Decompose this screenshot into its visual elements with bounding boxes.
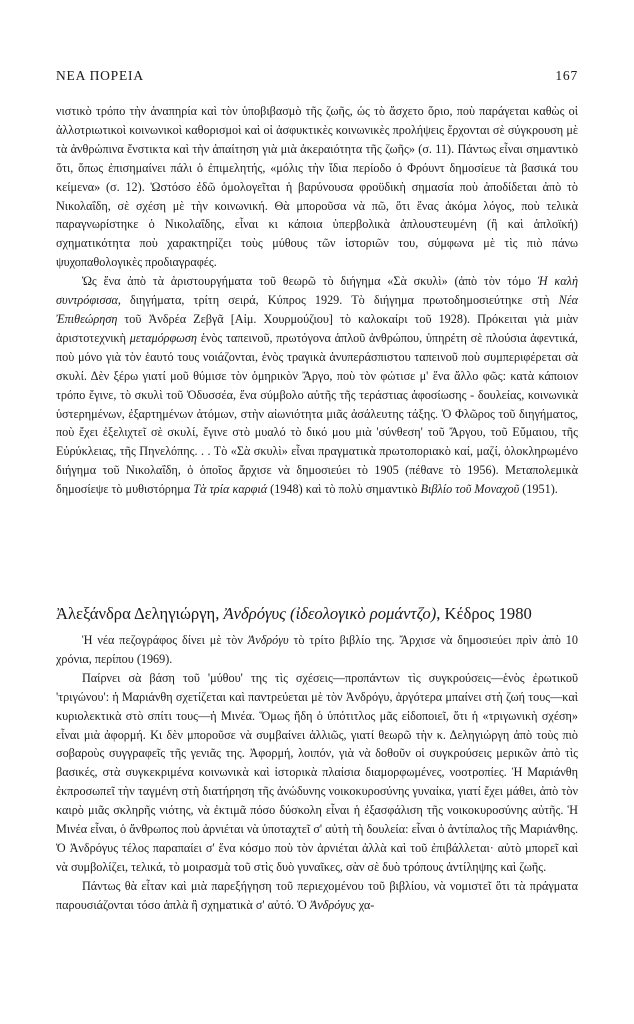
- emphasized-term: μεταμόρφωση: [129, 330, 197, 345]
- book-title: Βιβλίο τοῦ Μοναχοῦ: [420, 482, 520, 497]
- book-title: Ἀνδρόγυ: [247, 633, 289, 647]
- book-title: Ἡ καλὴ συντρόφισσα: [56, 274, 578, 308]
- text-run: (1951).: [519, 482, 558, 497]
- review-body: [56, 631, 578, 915]
- journal-title: ΝΕΑ ΠΟΡΕΙΑ: [56, 68, 144, 83]
- journal-reference: Νέα Ἐπιθεώρηση: [56, 293, 578, 326]
- text-run: (1948) καὶ τὸ πολὺ σημαντικὸ: [267, 482, 421, 497]
- heading-book-title: Ἀνδρόγυς (ἰδεολογικὸ ρομάντζο): [223, 604, 437, 623]
- book-title: Τὰ τρία καρφιά: [193, 482, 268, 497]
- review-heading: [56, 603, 586, 625]
- heading-author: Ἀλεξάνδρα Δεληγιώργη,: [56, 604, 224, 623]
- running-head: [56, 68, 578, 88]
- text-run: τοῦ Ἀνδρέα Ζεβγᾶ [Αἰμ. Χουρμούζιου] τὸ καλοκαίρι τοῦ 1928). Πρόκειται γιὰ μιὰν ἀριστοτεχνικὴ: [56, 311, 578, 345]
- paragraph-2: [56, 272, 578, 499]
- text-run: , διηγήματα, τρίτη σειρά, Κύπρος 1929. Τὸ διήγημα πρωτοδημοσιεύτηκε στὴ: [117, 293, 559, 308]
- text-run: Ὡς ἕνα ἀπὸ τὰ ἀριστουργήματα τοῦ θεωρῶ τὸ διήγημα «Σὰ σκυλὶ» (ἀπὸ τὸν τόμο: [82, 274, 538, 289]
- text-run: Πάντως θὰ εἶταν καὶ μιὰ παρεξήγηση τοῦ περιεχομένου τοῦ βιβλίου, νὰ νομιστεῖ ὅτι τὰ πράγματα παρουσιάζονται τόσο ἁπλὰ ἢ σχηματικὰ σ' αὐτό. Ὁ: [56, 878, 578, 912]
- text-run: Ἡ νέα πεζογράφος δίνει μὲ τὸν: [82, 633, 248, 647]
- paragraph-3: [56, 631, 578, 669]
- text-run: τὸ τρίτο βιβλίο της. Ἄρχισε νὰ δημοσιεύει πρὶν ἀπὸ 10 χρόνια, περίπου (1969).: [56, 633, 578, 666]
- text-run: χα-: [355, 897, 375, 912]
- review-continuation: [56, 102, 578, 499]
- book-title: Ἀνδρόγυς: [309, 897, 356, 912]
- heading-publisher: , Κέδρος 1980: [436, 604, 532, 623]
- paragraph-5: [56, 877, 578, 915]
- paragraph-4: Παίρνει σὰ βάση τοῦ 'μύθου' της τὶς σχέσεις—προπάντων τὶς συγκρούσεις—ἑνὸς ἐρωτικοῦ 'τριγώνου': ἡ Μαριάνθη σχετίζεται καὶ παντρεύεται μὲ τὸν Ἀνδρόγυ, ἀργότερα μπαίνει στὴ ζωή τους—καὶ κυριολεκτικὰ στὸ σπίτι τους—ἡ Μινέα. Ὅμως ἤδη ὁ ὑπότιτλος μᾶς εἰδοποιεῖ, ὅτι ἡ «τριγωνικὴ σχέση» εἶναι μιὰ ἀφορμή. Κι δὲν μποροῦσε νὰ συμβαίνει ἀλλιῶς, γιατί θεωρῶ τὴν κ. Δεληγιώργη ἀπὸ τοὺς πιὸ σοβαροὺς συγγραφεῖς τῆς γενιᾶς της. Ἀφορμή, λοιπόν, γιὰ νὰ δοθοῦν οἱ συγκρούσεις μερικῶν ἀπὸ τὶς βασικές, στὰ συγκεκριμένα κοινωνικὰ καὶ ἱστορικὰ πλαίσια διαμορφωμένες, νοοτροπίες. Ἡ Μαριάνθη ἐκπροσωπεῖ τὴν ταγμένη στὴ διατήρηση τῆς ἀνώδυνης νοικοκυροσύνης γυναίκα, γιατί ἔχει μάθει, ἀπὸ τὸν καιρὸ μιᾶς σκληρῆς νιότης, νὰ ἐκτιμᾶ πόσο δύσκολη εἶναι ἡ ἐξασφάλιση τῆς νοικοκυροσύνης αὐτῆς. Ἡ Μινέα εἶναι, ὁ ἄνθρωπος ποὺ ἀρνιέται νὰ ὑποταχτεῖ σ' αὐτὴ τὴ δουλεία: εἶναι ὁ ἀντίπαλος τῆς Μαριάνθης. Ὁ Ἀνδρόγυς τέλος παραπαίει σ' ἕνα κόσμο ποὺ τὸν ἀρνιέται ἀλλὰ καὶ τοῦ ἐπιβάλλεται· αὐτὸ μπορεῖ καὶ νὰ συμβολίζει, τελικά, τὸ μοιρασμὰ τοῦ στὶς δυὸ γυναῖκες, σὰν σὲ δυὸ τρόπους ἀντίληψης καὶ ζωῆς.: [56, 670, 578, 874]
- paragraph-1: νιστικὸ τρόπο τὴν ἀναπηρία καὶ τὸν ὑποβιβασμὸ τῆς ζωῆς, ὡς τὸ ἄσχετο ὅριο, ποὺ παράγεται καθὼς οἱ ἀλλοτριωτικοὶ κοινωνικοὶ καθορισμοὶ καὶ οἱ ἀσφυκτικὲς κοινωνικὲς προλήψεις ἔρχονται σὲ σύγκρουση μὲ τὰ ἀνθρώπινα ἔνστικτα καὶ τὴν ἀπαίτηση γιὰ μιὰ ἀκεραιότητα τῆς ζωῆς» (σ. 11). Πάντως εἶναι σημαντικὸ ὅτι, ὅπως ἐπισημαίνει πάλι ὁ ἐπιμελητής, «μόλις τὴν ἴδια περίοδο ὁ Φρόυντ δημοσίευε τὰ βασικά του κείμενα» (σ. 12). Ὡστόσο ἐδῶ ὁμολογεῖται ἡ βαρύνουσα φροϋδικὴ σημασία ποὺ ἀποδίδεται ἀπὸ τὸ Νικολαΐδη, σὲ σχέση μὲ τὴν κοινωνική. Θὰ μποροῦσα νὰ πῶ, ὅτι ἕνας ἀκόμα λόγος, ποὺ τελικὰ παραγνωρίστηκε ὁ Νικολαΐδης, εἶναι κι κάποια ὑπερβολικὰ ἀπλουστευμένη (ἢ καὶ ἁπλοϊκή) σχηματικότητα ποὺ χαρακτηρίζει τοὺς μύθους τῶν ἱστοριῶν του, σύμφωνα μὲ τὶς πιὸ πάνω ψυχοπαθολογικὲς προδιαγραφές.: [56, 104, 578, 270]
- page-number: 167: [555, 68, 578, 83]
- text-run: ἑνὸς ταπεινοῦ, πρωτόγονα ἁπλοῦ ἀνθρώπου, ὑπηρέτη σὲ πλούσια ἀφεντικά, ποὺ μόνο γιὰ τὸν ἑαυτό τους νοιάζονται, ἑνὸς τραγικὰ ἀνυπεράσπιστου ταπεινοῦ ποὺ συμπεριφέρεται σὰ σκυλί. Δὲν ξέρω γιατί μοῦ θύμισε τὸν ὁμηρικὸν Ἄργο, ποὺ τὸν φώτισε μ' ἕνα ἄλλο φῶς: κατὰ κάποιον τρόπο ἔγινε, τὸ σκυλὶ τοῦ Ὀδυσσέα, ἕνα σύμβολο αὐτῆς τῆς τεράστιας ἀφοσίωσης - δουλείας, κοινωνικὰ ὑστερημένων, ἐξαρτημένων ἀτόμων, στὴν αἰωνιότητα μιᾶς ἀσάλευτης τάξης. Ὁ Φλῶρος τοῦ διηγήματος, ποὺ ἔχει ἐξελιχτεῖ σὲ σκυλί, ἔγινε στὸ μυαλό τὸ δικό μου μιὰ 'σύνθεση' τοῦ Ἄργου, τοῦ Εὔμαιου, τῆς Εὐρύκλειας, τῆς Πηνελόπης. . . Τὸ «Σὰ σκυλὶ» εἶναι πραγματικὰ πρωτοποριακὸ καί, μαζί, ὁλοκληρωμένο διήγημα τοῦ Νικολαΐδη, ὁ ὁποῖος ἄρχισε νὰ δημοσιεύει τὸ 1905 (πέθανε τὸ 1956). Μεταπολεμικὰ δημοσίεψε τὸ μυθιστόρημα: [56, 330, 578, 497]
